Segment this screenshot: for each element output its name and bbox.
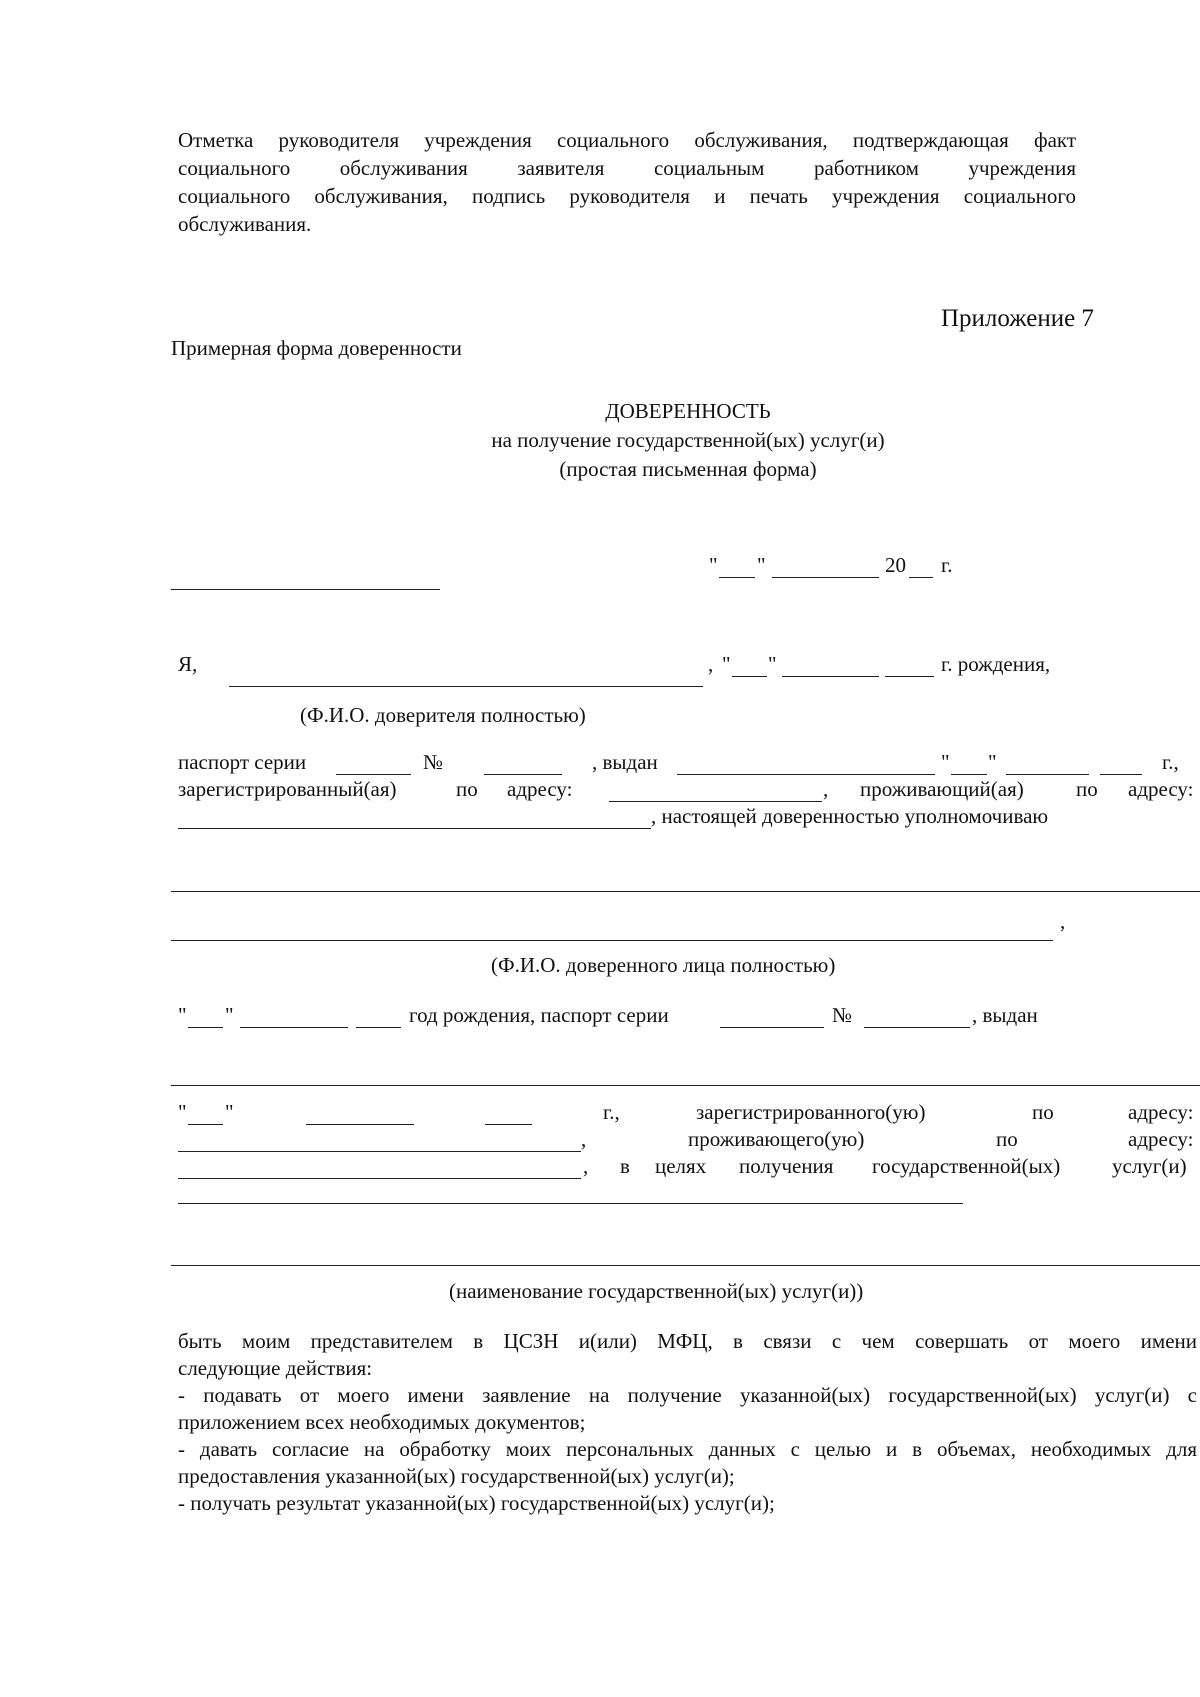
doc-title: ДОВЕРЕННОСТЬ xyxy=(605,399,771,423)
principal-quote-open: " xyxy=(722,652,731,676)
agent-issue-quote-open: " xyxy=(178,1100,187,1124)
principal-name-blank xyxy=(229,686,703,687)
passport-series-blank xyxy=(336,774,411,775)
agent-issue-month-blank xyxy=(306,1124,414,1125)
passport-year-blank xyxy=(1100,774,1142,775)
principal-birth-month-blank xyxy=(782,676,879,677)
passport-quote-open: " xyxy=(941,750,950,774)
agent-registered-label: зарегистрированного(ую) xyxy=(696,1100,926,1124)
agent-registered-address-label: адресу: xyxy=(1128,1100,1194,1124)
passport-quote-close: " xyxy=(988,750,997,774)
agent-name-comma: , xyxy=(1060,909,1066,933)
passport-g: г., xyxy=(1162,750,1179,774)
agent-birth-year-blank xyxy=(356,1027,401,1028)
agent-issued-label: , выдан xyxy=(972,1003,1038,1027)
purpose-gos: государственной(ых) xyxy=(872,1154,1061,1178)
agent-issue-quote-close: " xyxy=(225,1100,234,1124)
registered-address-label: адресу: xyxy=(507,777,573,801)
date-year-blank xyxy=(909,577,933,578)
agent-issue-day-blank xyxy=(188,1124,223,1125)
living-address-blank xyxy=(178,828,651,829)
agent-quote-close: " xyxy=(225,1003,234,1027)
principal-comma: , xyxy=(708,652,714,676)
agent-living-label: проживающего(ую) xyxy=(688,1127,865,1151)
service-blank-1 xyxy=(178,1203,963,1204)
principal-birth-day-blank xyxy=(732,676,767,677)
place-blank xyxy=(171,589,440,590)
living-label: проживающий(ая) xyxy=(860,777,1024,801)
header-note-line-2: социального обслуживания заявителя социальным работником учреждения xyxy=(178,156,1076,180)
agent-passport-no-label: № xyxy=(832,1003,853,1027)
agent-caption: (Ф.И.О. доверенного лица полностью) xyxy=(491,953,836,977)
agent-registered-comma: , xyxy=(581,1127,587,1151)
passport-series-label: паспорт серии xyxy=(178,750,307,774)
doc-subtitle-2: (простая письменная форма) xyxy=(559,457,817,481)
passport-day-blank xyxy=(951,774,987,775)
body-line-5: - давать согласие на обработку моих персональных данных с целью и в объемах, необходимых для xyxy=(178,1437,1197,1461)
agent-birth-month-blank xyxy=(240,1027,348,1028)
doc-subtitle-1: на получение государственной(ых) услуг(и) xyxy=(491,428,885,452)
purpose-uslug: услуг(и) xyxy=(1112,1154,1187,1178)
appendix-label: Приложение 7 xyxy=(941,305,1094,332)
agent-birth-text: год рождения, паспорт серии xyxy=(409,1003,669,1027)
principal-ya: Я, xyxy=(178,652,198,676)
header-note-line-1: Отметка руководителя учреждения социального обслуживания, подтверждающая факт xyxy=(178,128,1076,152)
date-year-suffix: г. xyxy=(941,553,953,577)
agent-passport-series-blank xyxy=(720,1027,824,1028)
header-note-line-4: обслуживания. xyxy=(178,212,312,236)
body-line-6: предоставления указанной(ых) государственной(ых) услуг(и); xyxy=(178,1464,735,1488)
registered-label: зарегистрированный(ая) xyxy=(178,777,397,801)
date-quote-open: " xyxy=(709,553,718,577)
principal-quote-close: " xyxy=(768,652,777,676)
agent-birth-day-blank xyxy=(188,1027,223,1028)
agent-passport-no-blank xyxy=(864,1027,970,1028)
agent-issue-g: г., xyxy=(603,1100,620,1124)
principal-birth-suffix: г. рождения, xyxy=(941,652,1051,676)
agent-registered-address-blank xyxy=(178,1151,581,1152)
agent-name-blank-2 xyxy=(171,940,1053,941)
body-line-4: приложением всех необходимых документов; xyxy=(178,1410,586,1434)
agent-registered-po: по xyxy=(1032,1100,1054,1124)
living-address-label: адресу: xyxy=(1128,777,1194,801)
passport-issued-label: , выдан xyxy=(592,750,658,774)
principal-birth-year-blank xyxy=(885,676,934,677)
principal-caption: (Ф.И.О. доверителя полностью) xyxy=(300,703,586,727)
agent-quote-open: " xyxy=(178,1003,187,1027)
agent-living-po: по xyxy=(996,1127,1018,1151)
purpose-polucheniya: получения xyxy=(739,1154,834,1178)
date-month-blank xyxy=(772,577,879,578)
registered-address-blank xyxy=(609,801,822,802)
passport-issued-by-blank xyxy=(677,774,935,775)
body-line-2: следующие действия: xyxy=(178,1356,373,1380)
body-line-3: - подавать от моего имени заявление на получение указанной(ых) государственной(ых) услуг(и) с xyxy=(178,1383,1197,1407)
passport-no-label: № xyxy=(423,750,444,774)
body-line-7: - получать результат указанной(ых) государственной(ых) услуг(и); xyxy=(178,1491,775,1515)
agent-living-address-blank xyxy=(178,1178,581,1179)
purpose-v: в xyxy=(620,1154,630,1178)
agent-issued-by-blank xyxy=(171,1085,1200,1086)
date-year-prefix: 20 xyxy=(885,553,906,577)
registered-comma: , xyxy=(823,777,829,801)
agent-living-comma: , xyxy=(583,1154,589,1178)
authorize-text: , настоящей доверенностью уполномочиваю xyxy=(651,804,1049,828)
header-note-line-3: социального обслуживания, подпись руководителя и печать учреждения социального xyxy=(178,184,1076,208)
living-po: по xyxy=(1076,777,1098,801)
passport-month-blank xyxy=(1006,774,1089,775)
service-caption: (наименование государственной(ых) услуг(и)) xyxy=(449,1279,864,1303)
agent-name-blank-1 xyxy=(171,891,1200,892)
passport-no-blank xyxy=(484,774,562,775)
form-caption: Примерная форма доверенности xyxy=(171,336,462,360)
agent-issue-year-blank xyxy=(485,1124,532,1125)
agent-living-address-label: адресу: xyxy=(1128,1127,1194,1151)
purpose-celyah: целях xyxy=(655,1154,707,1178)
body-line-1: быть моим представителем в ЦСЗН и(или) МФЦ, в связи с чем совершать от моего имени xyxy=(178,1329,1197,1353)
service-blank-2 xyxy=(171,1265,1200,1266)
date-day-blank xyxy=(719,577,755,578)
date-quote-close: " xyxy=(757,553,766,577)
registered-po: по xyxy=(456,777,478,801)
